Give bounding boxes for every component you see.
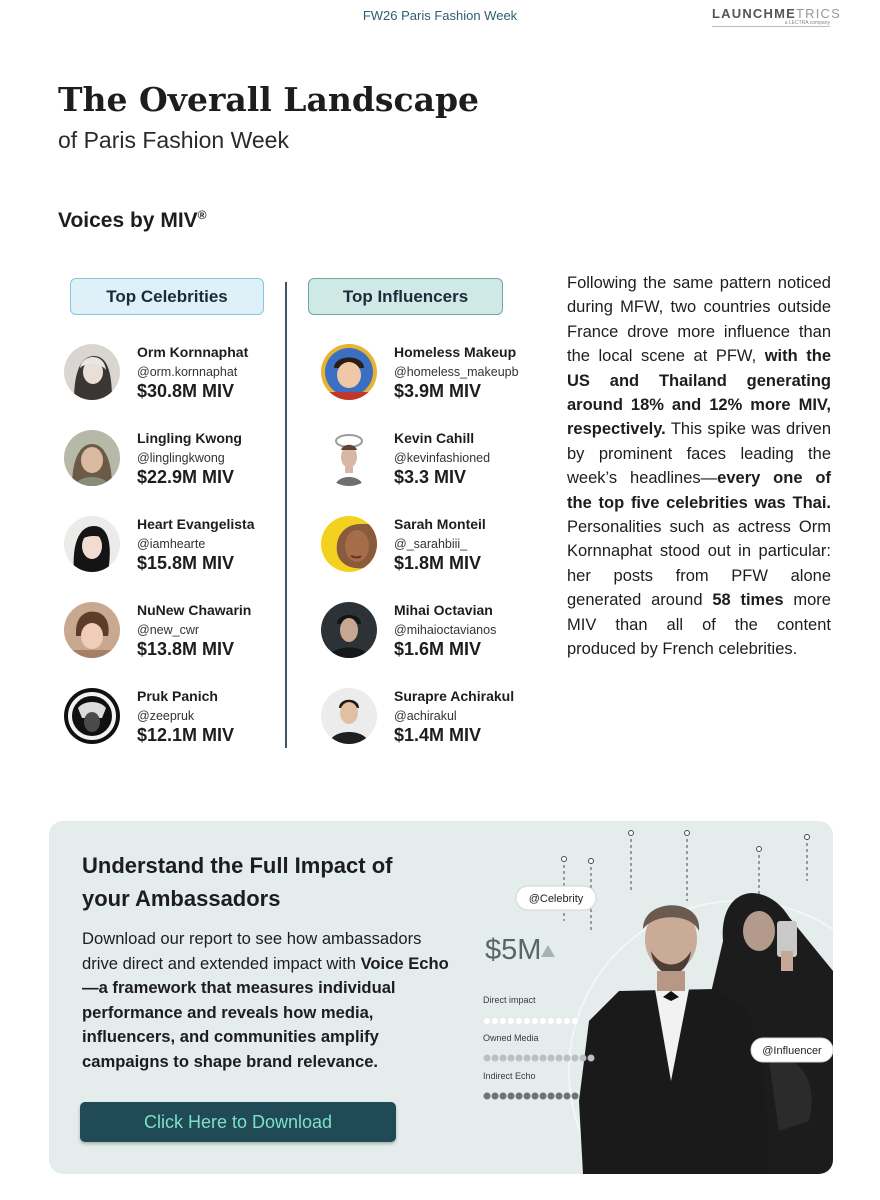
avatar: [321, 430, 377, 486]
cta-description: [82, 927, 454, 1074]
avatar: [64, 430, 120, 486]
body-text-2: This spike was driven by prominent faces leading the week’s headlines—: [567, 420, 831, 488]
direct-impact-dots: [484, 1018, 579, 1025]
influencer-item: [321, 602, 541, 682]
influencer-miv: $1.8M MIV: [394, 553, 482, 573]
influencer-name: Mihai Octavian: [394, 602, 493, 618]
page-title: The Overall Landscape: [58, 80, 480, 119]
celebrity-miv: $30.8M MIV: [137, 381, 235, 401]
celebrity-miv: $15.8M MIV: [137, 553, 235, 573]
analysis-paragraph: [567, 271, 831, 662]
influencer-handle: @_sarahbiii_: [394, 537, 468, 551]
influencer-handle: @achirakul: [394, 709, 457, 723]
influencer-miv: $1.4M MIV: [394, 725, 482, 745]
download-button[interactable]: Click Here to Download: [80, 1102, 396, 1142]
influencer-tag-text: @Influencer: [762, 1045, 822, 1057]
celebrity-name: Heart Evangelista: [137, 516, 255, 532]
top-influencers-label: Top Influencers: [308, 278, 503, 315]
body-text-1: Following the same pattern noticed during MFW, two countries outside France drove more influence than the local scene at PFW,: [567, 274, 831, 366]
influencer-handle: @mihaioctavianos: [394, 623, 497, 637]
avatar: [64, 344, 120, 400]
avatar: [321, 344, 377, 400]
celebrity-item: [64, 344, 284, 424]
brand-underline: [712, 26, 830, 27]
avatar: [64, 516, 120, 572]
celebrity-handle: @orm.kornnaphat: [137, 365, 238, 379]
top-celebrities-label: Top Celebrities: [70, 278, 264, 315]
celebrity-miv: $13.8M MIV: [137, 639, 235, 659]
influencer-tag: [751, 1038, 833, 1062]
influencer-miv: $3.9M MIV: [394, 381, 482, 401]
event-label: FW26 Paris Fashion Week: [362, 8, 518, 23]
celebrity-handle: @iamhearte: [137, 537, 206, 551]
indirect-echo-dots: [484, 1093, 579, 1100]
section-title-text: Voices by MIV: [58, 209, 198, 232]
celebrity-tag: [516, 886, 596, 910]
influencer-miv: $3.3 MIV: [394, 467, 467, 487]
body-bold-2: every one of the top five celebrities was Thai.: [567, 469, 831, 512]
cta-title: Understand the Full Impact of your Ambassadors: [82, 853, 393, 911]
celebrity-name: NuNew Chawarin: [137, 602, 252, 618]
column-divider: [285, 282, 287, 748]
celebrity-item: [64, 602, 284, 682]
celebrity-miv: $22.9M MIV: [137, 467, 235, 487]
celebrity-name: Lingling Kwong: [137, 430, 242, 446]
page-subtitle: of Paris Fashion Week: [58, 127, 289, 153]
direct-impact-label: Direct impact: [483, 995, 536, 1005]
influencer-name: Homeless Makeup: [394, 344, 517, 360]
influencer-name: Surapre Achirakul: [394, 688, 515, 704]
body-bold-3: 58 times: [712, 591, 784, 610]
launchmetrics-logo: [712, 6, 841, 28]
voice-echo-illustration: [459, 821, 833, 1174]
body-text-3: Personalities such as actress Orm Kornnaphat stood out in particular: her posts from PFW alone generated around: [567, 518, 831, 610]
avatar: [321, 516, 377, 572]
influencer-item: [321, 688, 541, 768]
influencer-handle: @kevinfashioned: [394, 451, 491, 465]
avatar: [321, 688, 377, 744]
avatar: [321, 602, 377, 658]
influencer-handle: @homeless_makeupb: [394, 365, 519, 379]
owned-media-dots: [484, 1055, 595, 1062]
celebrity-handle: @linglingkwong: [137, 451, 225, 465]
celebrity-item: [64, 516, 284, 596]
indirect-echo-label: Indirect Echo: [483, 1071, 536, 1081]
avatar: [64, 688, 120, 744]
brand-name-bold: LAUNCHME: [712, 6, 796, 21]
body-text-4: more MIV than all of the content produced by French celebrities.: [567, 591, 831, 659]
celebrity-item: [64, 688, 284, 768]
brand-name-light: TRICS: [795, 6, 841, 21]
triangle-up-icon: [541, 945, 555, 957]
top-bar: [0, 0, 880, 36]
celebrity-tag-text: @Celebrity: [528, 893, 584, 905]
influencer-miv: $1.6M MIV: [394, 639, 482, 659]
celebrity-name: Pruk Panich: [137, 688, 218, 704]
influencer-item: [321, 516, 541, 596]
registered-mark: ®: [197, 208, 207, 222]
influencer-item: [321, 344, 541, 424]
influencer-item: [321, 430, 541, 510]
celebrity-miv: $12.1M MIV: [137, 725, 235, 745]
section-title: [58, 208, 207, 233]
cta-desc-bold: Voice Echo—a framework that measures individual performance and reveals how media, influencers, and communities amplify campaigns to shape brand relevance.: [82, 953, 449, 1071]
body-bold-1: with the US and Thailand generating around 18% and 12% more MIV, respectively.: [567, 347, 832, 439]
avatar: [64, 602, 120, 658]
cta-panel: [49, 821, 833, 1174]
influencer-name: Kevin Cahill: [394, 430, 475, 446]
owned-media-label: Owned Media: [483, 1033, 539, 1043]
brand-subtitle: a LECTRA company: [784, 20, 830, 26]
celebrity-item: [64, 430, 284, 510]
guide-line-dots: [562, 831, 810, 864]
impact-value: $5M: [485, 934, 542, 966]
celebrity-name: Orm Kornnaphat: [137, 344, 249, 360]
cta-desc-text: Download our report to see how ambassadors drive direct and extended impact with: [82, 929, 422, 973]
influencer-name: Sarah Monteil: [394, 516, 486, 532]
celebrity-handle: @zeepruk: [137, 709, 195, 723]
celebrity-handle: @new_cwr: [137, 623, 200, 637]
